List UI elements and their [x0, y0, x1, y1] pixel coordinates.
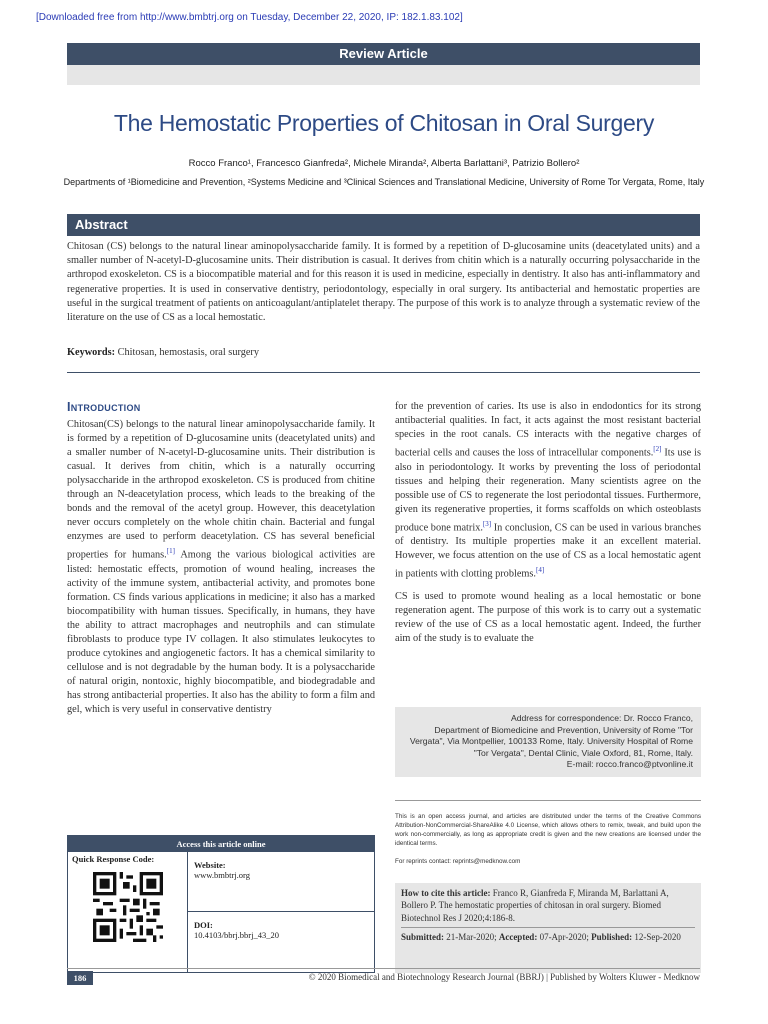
intro-text-1a: Chitosan(CS) belongs to the natural linear aminopolysaccharide family. It is formed by a repetition of D-glucosamine units (deacetylated units) and a smaller number of N-acetyl-D-glucosamine units. Their distribution is casual. It derives from chitin, which is a naturally occurring polysaccharide in the arthropod exoskeleton. CS is produced from chitine through an N-deacetylation process, which leads to the breaking of the bonds and the removal of the acetyl group. However, this deacetylation never occurs completely on the whole chitin chain. Bacterial and fungal enzymes are used to perform deacetylation. CS has several beneficial properties for humans. — [67, 419, 375, 561]
abstract-divider — [67, 372, 700, 373]
website-link[interactable]: www.bmbtrj.org — [194, 870, 250, 880]
intro-text-2a: for the prevention of caries. Its use is also in endodontics for its strong antibacterial qualities. In fact, it acts against the most resistant bacterial species in the root canals. CS interacts with the negative charges of bacterial cells and causes the loss of intracellular components. — [395, 401, 701, 459]
intro-text-2b: Its use is also in periodontology. It works by preventing the loss of periodontal tissues and helping their regeneration. Many scientists agree on the possible use of CS to regenerate the lost periodontal tissues. Furthermore, given its regenerative properties, it forms scaffolds on which osteoblasts produce bone matrix. — [395, 447, 701, 534]
page-number: 186 — [67, 971, 93, 985]
citation-ref-3[interactable]: [3] — [482, 519, 492, 528]
citation-ref-4[interactable]: [4] — [536, 566, 545, 575]
intro-text-2c: In conclusion, CS can be used in various branches of dentistry. Its multiple properties make it an excellent material. However, we focus attention on the use of CS as a local hemostatic agent in patients with clotting problems. — [395, 522, 702, 580]
submitted-label: Submitted: — [401, 932, 445, 943]
right-column — [395, 400, 701, 646]
accepted-date: 07-Apr-2020; — [537, 932, 589, 943]
article-type-label: Review Article — [67, 43, 700, 65]
citation-label: How to cite this article: — [401, 888, 491, 898]
accepted-label: Accepted: — [498, 932, 538, 943]
article-title: The Hemostatic Properties of Chitosan in Oral Surgery — [113, 110, 655, 136]
keywords-label: Keywords: — [67, 347, 116, 358]
license-notice: This is an open access journal, and articles are distributed under the terms of the Creative Commons Attribution-NonCommercial-ShareAlike 4.0 License, which allows others to remix, tweak, and build upon the work non-commercially, as long as appropriate credit is given and the new creations are licensed under the identical terms. — [395, 813, 701, 847]
abstract-heading: Abstract — [75, 217, 128, 232]
access-heading: Access this article online — [68, 836, 374, 852]
published-date: 12-Sep-2020 — [632, 932, 681, 943]
correspondence-box — [395, 707, 701, 777]
qr-cell — [68, 852, 188, 972]
article-type-banner — [67, 43, 700, 85]
qr-label: Quick Response Code: — [72, 854, 155, 864]
submitted-date: 21-Mar-2020; — [444, 932, 497, 943]
citation-body: Franco R, Gianfreda F, Miranda M, Barlattani A, Bollero P. The hemostatic properties of chitosan in oral surgery. Biomed Biotechnol Res J 2020;4:186-8. — [401, 888, 669, 923]
download-note: [Downloaded free from http://www.bmbtrj.org on Tuesday, December 22, 2020, IP: 182.1.83.102] — [36, 12, 463, 23]
citation-ref-1[interactable]: [1] — [166, 547, 175, 556]
intro-paragraph-3: CS is used to promote wound healing as a local hemostatic or bone regeneration agent. The purpose of this work is to carry out a systematic review of the use of CS as a local hemostatic agent. Indeed, the further aim of the study is to evaluate the — [395, 590, 701, 644]
citation-box — [395, 883, 701, 973]
correspondence-line-4: "Tor Vergata", Dental Clinic, Viale Oxford, 81, Rome, Italy. — [473, 747, 693, 758]
access-online-box — [67, 835, 375, 973]
author-list: Rocco Franco¹, Francesco Gianfreda², Michele Miranda², Alberta Barlattani³, Patrizio Bollero² — [188, 158, 580, 169]
footer-copyright: © 2020 Biomedical and Biotechnology Research Journal (BBRJ) | Published by Wolters Kluwer - Medknow — [308, 972, 700, 982]
correspondence-line-3: Vergata", Via Montpellier, 100133 Rome, Italy. University Hospital of Rome — [409, 736, 693, 747]
website-cell — [188, 852, 374, 912]
affiliations: Departments of ¹Biomedicine and Prevention, ²Systems Medicine and ³Clinical Sciences and Translational Medicine, University of Rome Tor Vergata, Rome, Italy — [63, 177, 705, 187]
citation-text — [401, 887, 695, 924]
keywords-value: Chitosan, hemostasis, oral surgery — [117, 347, 260, 358]
correspondence-email[interactable]: E-mail: rocco.franco@ptvonline.it — [566, 759, 693, 770]
footer-divider — [67, 968, 700, 969]
doi-value[interactable]: 10.4103/bbrj.bbrj_43_20 — [194, 930, 279, 940]
intro-text-1b: Among the various biological activities are listed: hemostatic effects, promotion of wound healing, increases the activity of the immune system, antibacterial activity, and promotes bone formation. CS finds various applications in medicine; it also has a marked biocompatibility with human tissues. Specifically, in humans, they have the ability to attract macrophages and neutrophils and can stimulate fibroblasts to produce type IV collagen. It also stimulates leukocytes to produce cytokines and angiogenetic factors. It has a chemical similarity to cellulose and is not degradable by the human body. It is a polysaccharide of natural origin, nontoxic, highly biocompatible, and biodegradable and has strong antibacterial properties. It also has the ability to form a film and gel, which is very useful in conservative dentistry — [67, 549, 375, 716]
qr-code-icon[interactable] — [93, 872, 163, 942]
abstract-text: Chitosan (CS) belongs to the natural linear aminopolysaccharide family. It is formed by a repetition of D-glucosamine units (deacetylated units) and a smaller number of N-acetyl-D-glucosamine units. Their distribution is casual. It derives from chitin which is a naturally occurring polysaccharide in the arthropod exoskeleton. CS is a biocompatible material and for this reason it is used in medicine, especially in dentistry. It also has anti-inflammatory and regenerative properties. It is used in conservative dentistry, periodontology, especially in oral surgery. Its antibacterial and hemostatic properties are useful in the surgical treatment of patients on anticoagulant/antiplatelet therapy. The purpose of this work is to analyze through a systematic review of the literature on the use of CS as a local hemostatic. — [67, 241, 700, 324]
keywords — [67, 347, 259, 358]
dates-row — [401, 927, 695, 943]
website-label: Website: — [194, 860, 226, 870]
citation-ref-2[interactable]: [2] — [653, 445, 662, 454]
doi-cell — [188, 912, 374, 972]
intro-paragraph-1 — [67, 418, 375, 717]
reprints-contact: For reprints contact: reprints@medknow.com — [395, 858, 521, 865]
introduction-heading: Introduction — [67, 400, 141, 414]
banner-band — [67, 65, 700, 85]
license-divider — [395, 800, 701, 801]
left-column — [67, 400, 375, 717]
correspondence-line-1: Address for correspondence: Dr. Rocco Franco, — [511, 713, 693, 723]
abstract-heading-bar — [67, 214, 700, 236]
doi-label: DOI: — [194, 920, 213, 930]
published-label: Published: — [591, 932, 633, 943]
correspondence-line-2: Department of Biomedicine and Prevention, University of Rome "Tor — [434, 724, 693, 735]
intro-paragraph-2 — [395, 400, 701, 582]
